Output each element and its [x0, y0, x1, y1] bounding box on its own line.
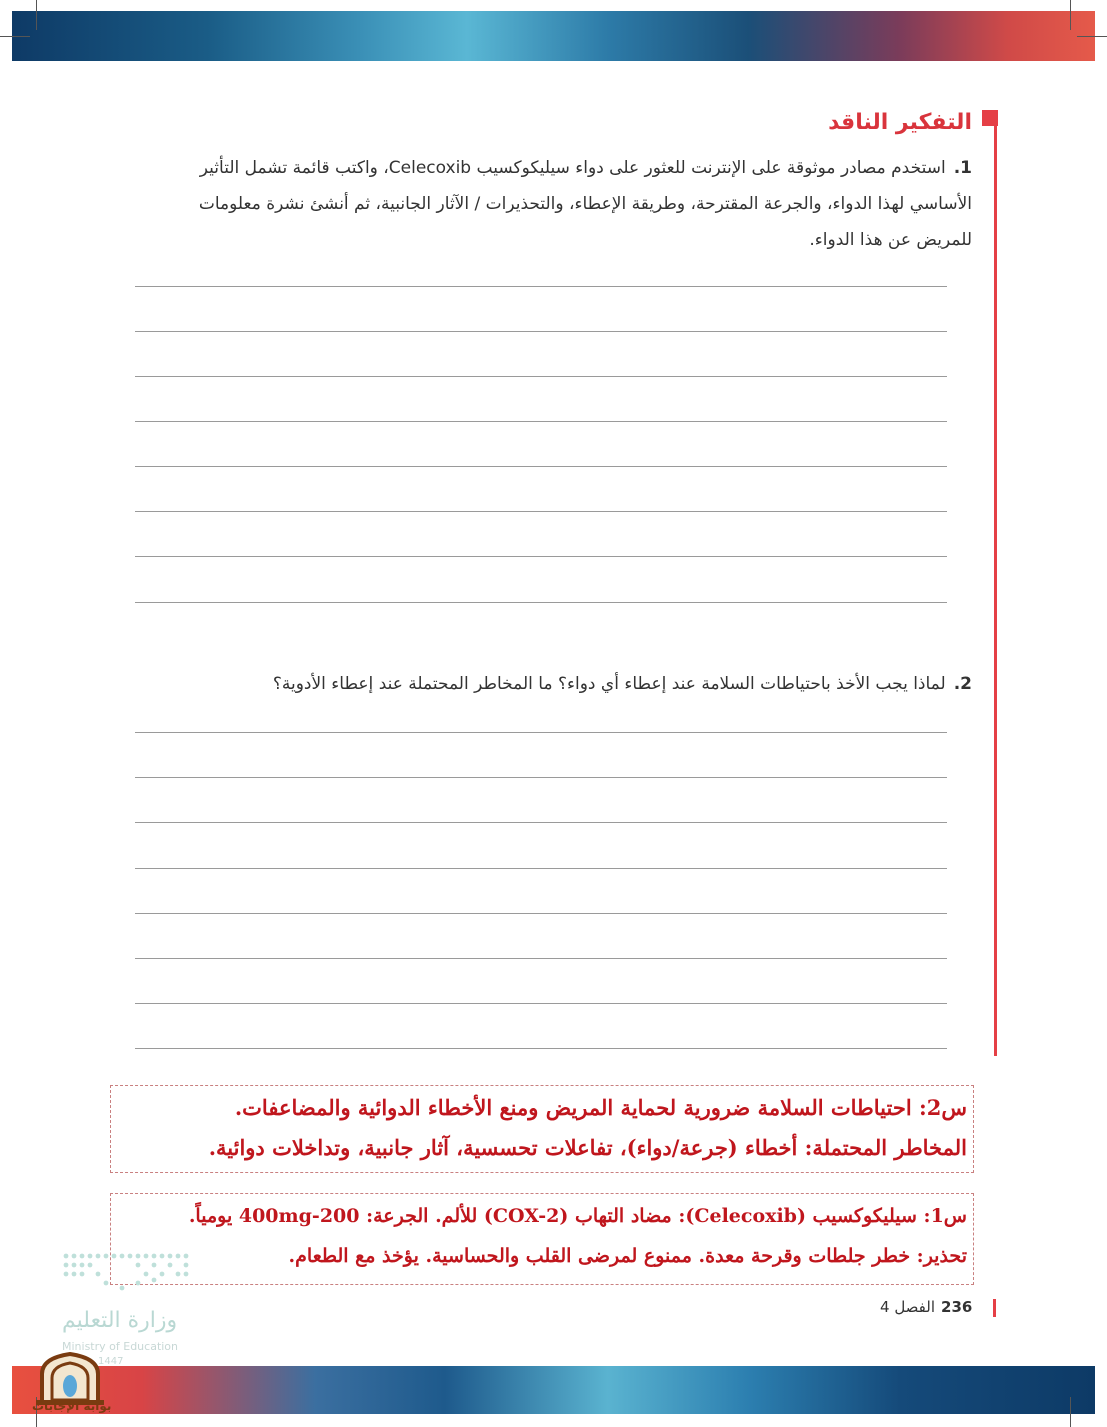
writing-line: [135, 286, 947, 287]
writing-line: [135, 913, 947, 914]
year-label: 1447: [98, 1356, 124, 1367]
answer-line: س1: سيليكوكسيب (Celecoxib): مضاد التهاب (COX-2) للألم. الجرعة: 200-400mg يومياً.: [188, 1205, 967, 1227]
question-text: استخدم مصادر موثوقة على الإنترنت للعثور على دواء سيليكوكسيب Celecoxib، واكتب قائمة تشمل التأثير الأساسي لهذا الدواء، والجرعة المقترحة، وطريقة الإعطاء، والتحذيرات / الآثار الجانبية، ثم أنشئ نشرة معلومات للمريض عن هذا الدواء.: [198, 158, 972, 250]
chapter-label: الفصل 4: [880, 1298, 936, 1316]
header-banner: [12, 11, 1095, 61]
section-rule: [994, 110, 997, 1056]
question-number: 1.: [953, 158, 972, 178]
section-heading: التفكير الناقد: [828, 110, 972, 135]
writing-line: [135, 511, 947, 512]
answer-line: س2: احتياطات السلامة ضرورية لحماية المريض ومنع الأخطاء الدوائية والمضاعفات.: [234, 1095, 967, 1120]
answer-line: المخاطر المحتملة: أخطاء (جرعة/دواء)، تفاعلات تحسسية، آثار جانبية، وتداخلات دوائية.: [208, 1135, 967, 1160]
page-number: 236: [941, 1298, 973, 1316]
writing-line: [135, 421, 947, 422]
writing-line: [135, 1003, 947, 1004]
writing-line: [135, 331, 947, 332]
page-footer: [880, 1298, 972, 1316]
answer-line: تحذير: خطر جلطات وقرحة معدة. ممنوع لمرضى القلب والحساسية. يؤخذ مع الطعام.: [288, 1245, 967, 1267]
crop-mark: [0, 36, 30, 37]
writing-line: [135, 732, 947, 733]
writing-line: [135, 556, 947, 557]
writing-line: [135, 958, 947, 959]
question-number: 2.: [953, 674, 972, 694]
crop-mark: [36, 0, 37, 30]
ministry-name-ar: وزارة التعليم: [62, 1308, 178, 1333]
crop-mark: [1070, 0, 1071, 30]
ministry-name-en: Ministry of Education: [62, 1340, 179, 1353]
writing-line: [135, 1048, 947, 1049]
writing-line: [135, 777, 947, 778]
crop-mark: [1070, 1397, 1071, 1427]
writing-line: [135, 376, 947, 377]
question-text: لماذا يجب الأخذ باحتياطات السلامة عند إعطاء أي دواء؟ ما المخاطر المحتملة عند إعطاء الأدوية؟: [272, 674, 946, 694]
site-label: بوابة الإجابات: [32, 1399, 112, 1413]
writing-line: [135, 822, 947, 823]
writing-line: [135, 868, 947, 869]
answer-box-q2: [110, 1085, 974, 1173]
writing-line: [135, 466, 947, 467]
footer-marker: [993, 1299, 996, 1317]
ministry-logo-icon: [60, 1250, 200, 1296]
question-1: [142, 150, 972, 258]
footer-banner: [12, 1366, 1095, 1414]
question-2: [142, 666, 972, 702]
answer-box-q1: [110, 1193, 974, 1285]
writing-line: [135, 602, 947, 603]
crop-mark: [1077, 36, 1107, 37]
